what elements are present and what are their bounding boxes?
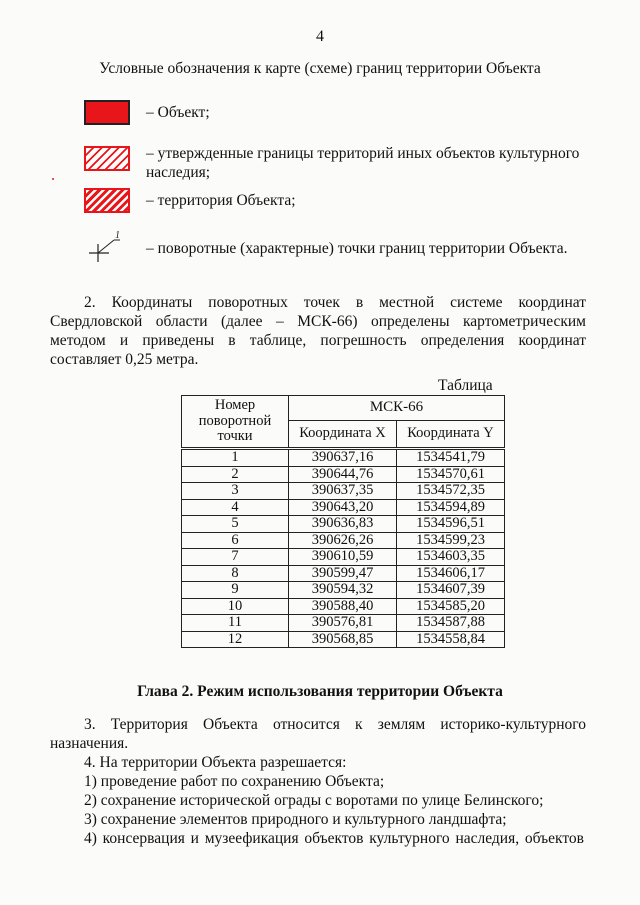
cell-y: 1534596,51 (397, 516, 505, 533)
legend-item-object (84, 100, 596, 125)
cell-y: 1534558,84 (397, 631, 505, 648)
table-row (182, 615, 505, 632)
legend-item-label: – территория Объекта; (146, 192, 296, 209)
cell-x: 390637,35 (289, 483, 397, 500)
table-row (182, 598, 505, 615)
chapter-title: Глава 2. Режим использования территории Объекта (137, 683, 503, 700)
cell-x: 390610,59 (289, 549, 397, 566)
cell-x: 390626,26 (289, 532, 397, 549)
cell-point-number: 8 (182, 565, 289, 582)
list-item: 4) консервация и музеефикация объектов культурного наследия, объектов (84, 830, 584, 847)
cell-y: 1534606,17 (397, 565, 505, 582)
cell-y: 1534585,20 (397, 598, 505, 615)
table-row (182, 631, 505, 648)
cell-y: 1534587,88 (397, 615, 505, 632)
cell-x: 390643,20 (289, 499, 397, 516)
table-row (182, 532, 505, 549)
legend-item-label: – Объект; (146, 104, 210, 121)
cell-point-number: 10 (182, 598, 289, 615)
paragraph-permitted: 4. На территории Объекта разрешается: (84, 754, 347, 771)
marker-number: 1 (115, 230, 120, 241)
cell-x: 390644,76 (289, 466, 397, 483)
header-point-number: Номер поворотной точки (182, 396, 289, 449)
table-row (182, 466, 505, 483)
table-row (182, 549, 505, 566)
cell-x: 390576,81 (289, 615, 397, 632)
cell-x: 390636,83 (289, 516, 397, 533)
cell-y: 1534594,89 (397, 499, 505, 516)
cell-point-number: 12 (182, 631, 289, 648)
legend-item-label: – утвержденные границы территорий иных объектов культурного наследия; (146, 145, 580, 181)
paragraph-land-category: 3. Территория Объекта относится к землям историко-культурного назначения. (50, 716, 586, 752)
legend-item-territory (84, 188, 596, 213)
cell-y: 1534572,35 (397, 483, 505, 500)
coordinates-table (181, 395, 505, 648)
cell-x: 390637,16 (289, 449, 397, 467)
red-filled-rectangle-icon (84, 100, 130, 125)
paragraph-coordinates: 2. Координаты поворотных точек в местной системе координат Свердловской области (далее – МСК-66) определены картометрическим методом и приведены в таблице, погрешность определения координат составляет 0,25 метра. (50, 294, 586, 368)
cell-point-number: 7 (182, 549, 289, 566)
cell-y: 1534607,39 (397, 582, 505, 599)
red-hatched-rectangle-icon (84, 146, 130, 171)
list-item: 2) сохранение исторической ограды с воротами по улице Белинского; (84, 792, 544, 809)
table-row (182, 582, 505, 599)
legend-item-other-heritage (84, 144, 596, 182)
turning-point-marker-icon (84, 228, 130, 264)
cell-x: 390588,40 (289, 598, 397, 615)
page-number: 4 (316, 28, 324, 45)
cell-y: 1534603,35 (397, 549, 505, 566)
cell-y: 1534541,79 (397, 449, 505, 467)
list-item: 3) сохранение элементов природного и культурного ландшафта; (84, 811, 507, 828)
header-y: Координата Y (397, 421, 505, 449)
cell-point-number: 3 (182, 483, 289, 500)
table-caption: Таблица (438, 377, 493, 394)
legend-item-label: – поворотные (характерные) точки границ территории Объекта. (146, 240, 568, 257)
legend-title: Условные обозначения к карте (схеме) границ территории Объекта (99, 60, 541, 77)
cell-point-number: 1 (182, 449, 289, 467)
cell-point-number: 6 (182, 532, 289, 549)
table-row (182, 516, 505, 533)
legend-item-turning-point (84, 228, 596, 264)
scan-mark (52, 178, 54, 180)
list-item: 1) проведение работ по сохранению Объекта; (84, 773, 385, 790)
header-x: Координата X (289, 421, 397, 449)
cell-y: 1534570,61 (397, 466, 505, 483)
cell-point-number: 11 (182, 615, 289, 632)
table-row (182, 449, 505, 467)
table-row (182, 565, 505, 582)
cell-x: 390568,85 (289, 631, 397, 648)
cell-x: 390594,32 (289, 582, 397, 599)
header-system: МСК-66 (289, 396, 505, 421)
cell-x: 390599,47 (289, 565, 397, 582)
cell-y: 1534599,23 (397, 532, 505, 549)
cell-point-number: 2 (182, 466, 289, 483)
cell-point-number: 4 (182, 499, 289, 516)
cell-point-number: 9 (182, 582, 289, 599)
cell-point-number: 5 (182, 516, 289, 533)
red-dense-hatched-rectangle-icon (84, 188, 130, 213)
table-row (182, 483, 505, 500)
table-row (182, 499, 505, 516)
